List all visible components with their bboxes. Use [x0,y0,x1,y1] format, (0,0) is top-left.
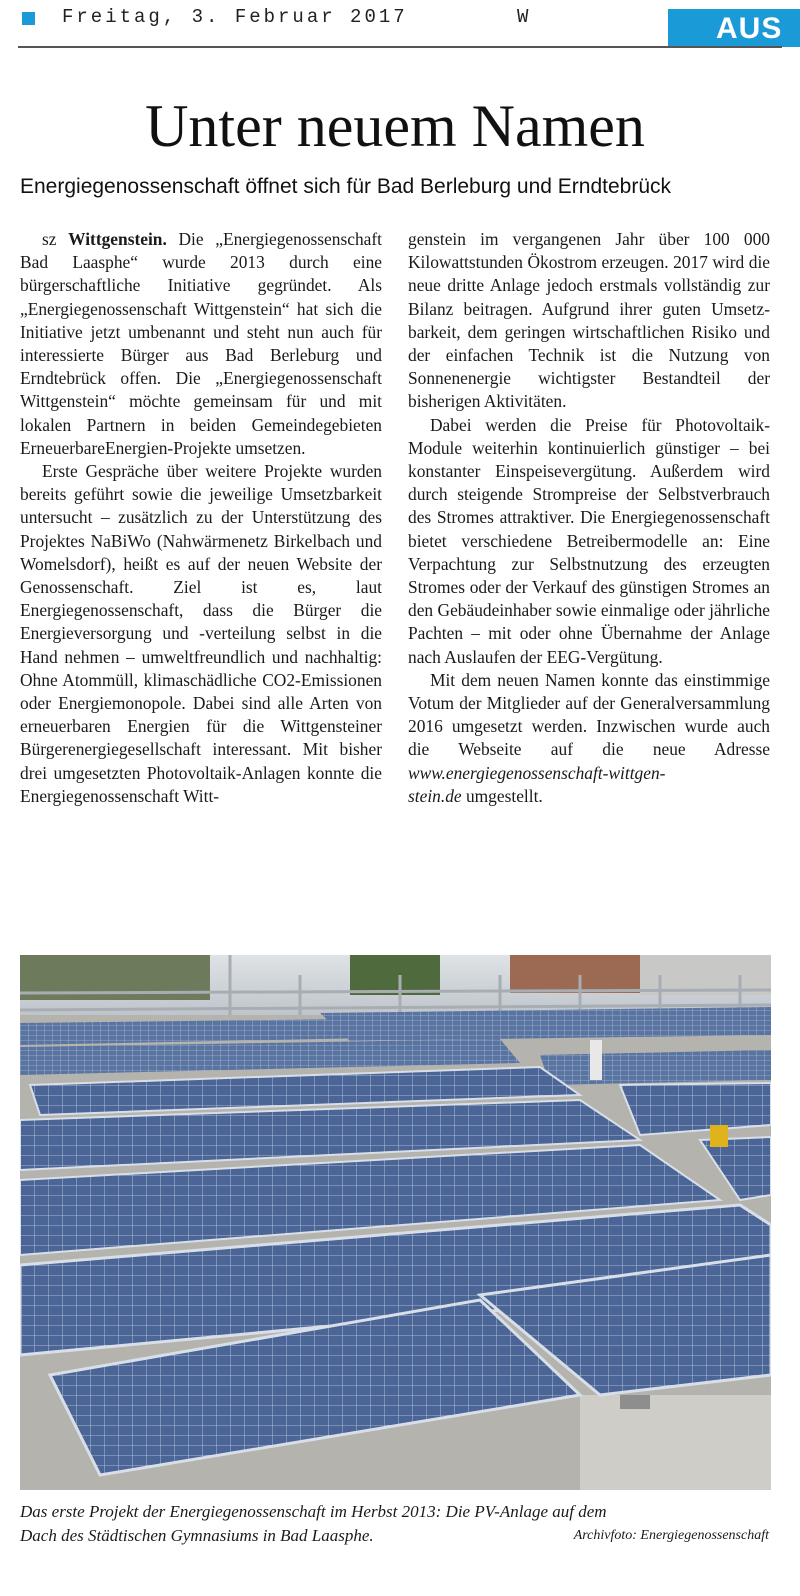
page-header [0,0,800,50]
photo-credit: Archivfoto: Energiegenossenschaft [573,1528,769,1543]
section-label: AUS [716,12,783,45]
solar-panels-photo [20,955,771,1490]
paragraph-1 [20,228,382,460]
paragraph-2 [20,460,382,808]
article-headline: Unter neuem Namen [145,93,645,159]
paragraph-text: Mit dem neuen Namen konnte das einstimmige Votum der Mitglieder auf der Generalversammlung 2016 umgesetzt werden. Inzwischen wurde auch die Webseite auf die neue Adresse [408,669,770,760]
photo-caption [20,1500,775,1548]
issue-date: Freitag, 3. Februar 2017 [62,6,408,28]
paragraph-text: Die „Energiegenossenschaft Bad Laasphe“ wurde 2013 durch eine bürgerschaftliche Initiative gegründet. Als „Energiegenossenschaft Wittgenstein“ hat sich die Initiative jetzt umbenannt und steht nun auch für interessierte Bürger aus Bad Berleburg und Erndtebrück offen. Die „Energiegenossenschaft Wittgenstein“ möchte gemeinsam für und mit lokalen Partnern in beiden Gemeindegebieten ErneuerbareEnergien-Projekte umsetzen. [20,229,382,458]
dateline: Wittgenstein. [68,229,167,249]
article-column-left [20,228,382,808]
article-subheadline: Energiegenossenschaft öffnet sich für Bad Berleburg und Erndtebrück [20,175,672,198]
header-divider [18,46,782,48]
paragraph-text: Dabei werden die Preise für Photovoltaik-Module weiterhin kontinuierlich günstiger – bei konstanter Einspeisevergütung. Außerdem wird durch steigende Strompreise der Selbstverbrauch des Stromes attraktiver. Die Energiegenossenschaft bietet verschiedene Betreibermodelle an: Eine Verpachtung zur Selbstnutzung des erzeugten Stromes oder der Verkauf des günstigen Stromes an den Gebäudeinhaber sowie einmalige oder jährliche Pachten – mit oder ohne Übernahme der Anlage nach Auslaufen der EEG-Vergütung. [408,414,770,667]
section-square-icon [22,12,35,25]
caption-text-line-2: Dach des Städtischen Gymnasiums in Bad Laasphe. [20,1526,374,1545]
paragraph-text: Erste Gespräche über weitere Projekte wurden bereits geführt sowie die jeweilige Umsetzbarkeit untersucht – zusätzlich zu der Unterstützung des Projektes NaBiWo (Nahwärmenetz Birkelbach und Womelsdorf), heißt es auf der neuen Website der Genossenschaft. Ziel ist es, laut Energiegenossenschaft, dass die Bürger die Energieversorgung und -verteilung selbst in die Hand nehmen – umweltfreundlich und nachhaltig: Ohne Atommüll, klimaschädliche CO2-Emissionen oder Energiemonopole. Dabei sind alle Arten von erneuerbaren Energien für die Wittgensteiner Bürgerenergiegesellschaft interessant. Mit bisher drei umgesetzten Photovoltaik-Anlagen konnte die Energiegenossenschaft Witt- [20,461,382,806]
caption-text-line-1: Das erste Projekt der Energiegenossenschaft im Herbst 2013: Die PV-Anlage auf dem [20,1502,607,1521]
article-column-right [408,228,770,808]
author-code: sz [42,229,69,249]
website-url: www.energiegenossenschaft-wittgen- stein.de [408,762,666,806]
article-photo [20,955,771,1490]
paragraph-4 [408,414,770,669]
paragraph-5: Mit dem neuen Namen konnte das einstimmige Votum der Mitglieder auf der Generalversammlung 2016 umgesetzt werden. Inzwischen wurde auch die Webseite auf die neue Adresse www.energiegenossenschaft-wittgen- stein.de umgestellt. [408,669,770,806]
section-tab [668,9,800,47]
paragraph-3 [408,228,770,414]
page-mark: W [517,6,529,28]
paragraph-text: genstein im vergangenen Jahr über 100 000 Kilowattstunden Ökostrom erzeugen. 2017 wird die neue dritte Anlage jedoch erstmals vollständig zur Bilanz beitragen. Aufgrund ihrer guten Umsetzbarkeit, dem geringen wirtschaftlichen Risiko und der einfachen Technik ist die Nutzung von Sonnenenergie wichtigster Bestandteil der bisherigen Aktivitäten. [408,229,770,412]
